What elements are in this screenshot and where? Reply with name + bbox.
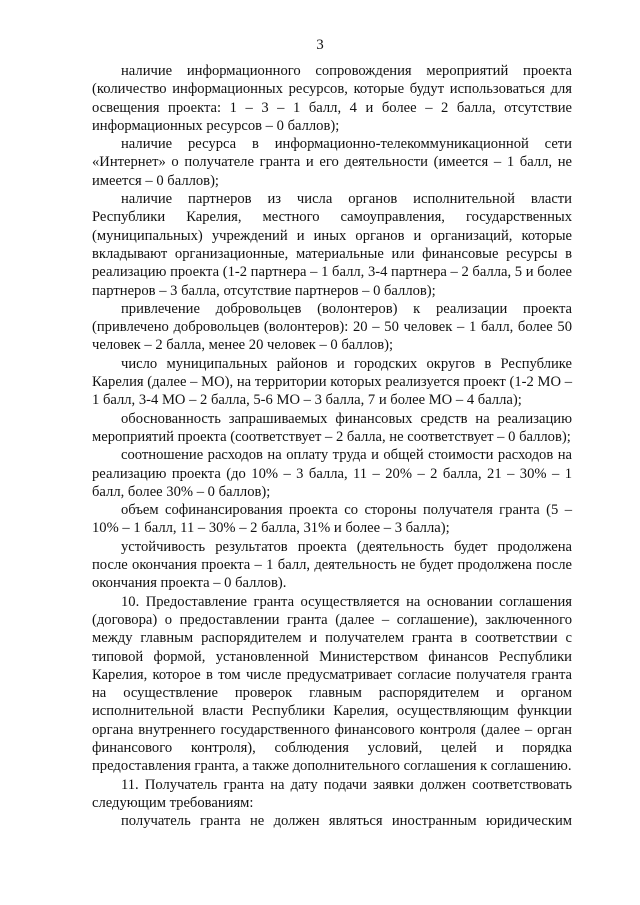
paragraph-municipalities: число муниципальных районов и городских округов в Республике Карелия (далее – МО), на территории которых реализуется проект (1-2 МО – 1 балл, 3-4 МО – 2 балла, 5-6 МО – 3 балла, 7 и более МО – 4 балла); bbox=[92, 355, 572, 409]
paragraph-financial-justification: обоснованность запрашиваемых финансовых средств на реализацию мероприятий проекта (соответствует – 2 балла, не соответствует – 0 баллов); bbox=[92, 410, 572, 445]
paragraph-sustainability: устойчивость результатов проекта (деятельность будет продолжена после окончания проекта – 1 балл, деятельность не будет продолжена после окончания проекта – 0 баллов). bbox=[92, 538, 572, 592]
paragraph-labor-cost-ratio: соотношение расходов на оплату труда и общей стоимости расходов на реализацию проекта (до 10% – 3 балла, 11 – 20% – 2 балла, 21 – 30% – 1 балл, более 30% – 0 баллов); bbox=[92, 447, 572, 500]
paragraph-volunteers: привлечение добровольцев (волонтеров) к реализации проекта (привлечено добровольцев (волонтеров): 20 – 50 человек – 1 балл, более 50 человек – 2 балла, менее 20 человек – 0 баллов); bbox=[92, 300, 572, 354]
paragraph-section-10: 10. Предоставление гранта осуществляется на основании соглашения (договора) о предоставлении гранта (далее – соглашение), заключенного между главным распорядителем и получателем гранта в соответствии с типовой формой, установленной Министерством финансов Республики Карелия, которое в том числе предусматривает согласие получателя гранта на осуществление проверок главным распорядителем и органом исполнительной власти Республики Карелия, осуществляющим функции органа внутреннего государственного финансового контроля (далее – орган финансового контроля), соблюдения условий, целей и порядка предоставления гранта, а также дополнительного соглашения к соглашению. bbox=[92, 593, 572, 775]
paragraph-partners: наличие партнеров из числа органов исполнительной власти Республики Карелия, местного самоуправления, государственных (муниципальных) учреждений и иных органов и организаций, которые вкладывают организационные, материальные или финансовые ресурсы в реализацию проекта (1-2 партнера – 1 балл, 3-4 партнера – 2 балла, 5 и более партнеров – 3 балла, отсутствие партнеров – 0 баллов); bbox=[92, 191, 572, 299]
page-number: 3 bbox=[316, 37, 324, 53]
paragraph-info-support: наличие информационного сопровождения мероприятий проекта (количество информационных ресурсов, которые будут использоваться для освещения проекта: 1 – 3 – 1 балл, 4 и более – 2 балла, отсутствие информационных ресурсов – 0 баллов); bbox=[92, 63, 572, 134]
paragraph-foreign-entity: получатель гранта не должен являться иностранным юридическим bbox=[121, 813, 572, 830]
paragraph-section-11: 11. Получатель гранта на дату подачи заявки должен соответствовать следующим требованиям: bbox=[92, 776, 572, 811]
paragraph-internet-resource: наличие ресурса в информационно-телекоммуникационной сети «Интернет» о получателе гранта и его деятельности (имеется – 1 балл, не имеется – 0 баллов); bbox=[92, 136, 572, 189]
paragraph-cofinancing: объем софинансирования проекта со стороны получателя гранта (5 – 10% – 1 балл, 11 – 30% – 2 балла, 31% и более – 3 балла); bbox=[92, 502, 572, 537]
document-body bbox=[92, 62, 572, 830]
